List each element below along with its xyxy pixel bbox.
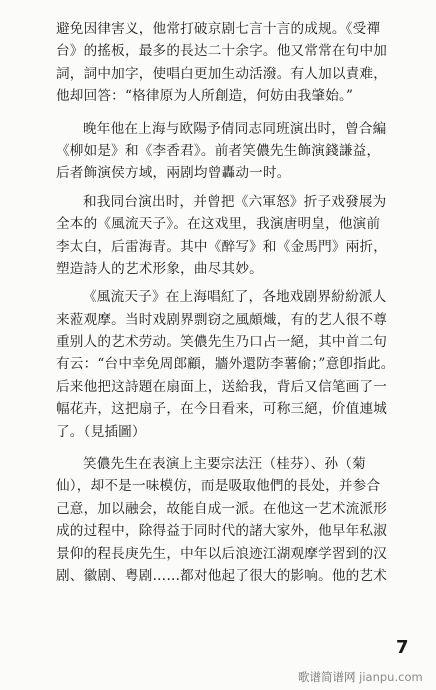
body-text: [56, 18, 418, 587]
text-line: 幅花卉，这把扇子，在今日看来，可称三絕，价值連城: [56, 401, 388, 418]
text-line: 了。（見插圖）: [56, 423, 146, 440]
page-number: 7: [396, 637, 409, 658]
text-line: 李太白，后雷海青。其中《醉写》和《金馬門》兩折，: [56, 238, 388, 255]
text-line: 他却回答：“格律原为人所創造，何妨由我肇始。”: [56, 88, 354, 105]
text-line: 有云：“台中幸免周郎顧，牆外還防李薯偷；”意卽指此。: [56, 356, 395, 373]
watermark: [298, 669, 423, 685]
text-line: 后者飾演侯方域，兩剧均曾轟动一时。: [56, 165, 291, 182]
text-line: 《柳如是》和《李香君》。前者笑儂先生飾演錢謙益，: [56, 142, 381, 159]
text-line: 来蒞观摩。当时戏剧界剽窃之風頗熾，有的艺人很不尊: [56, 311, 388, 328]
text-line: 笑儂先生在表演上主要宗法汪（桂芬）、孙（菊: [83, 456, 366, 473]
text-line: 詞，詞中加字，使唱白更加生动活潑。有人加以責难，: [56, 65, 388, 82]
text-line: 剧、徽剧、粤剧……都对他起了很大的影响。他的艺术: [56, 567, 388, 584]
text-line: 后来他把这詩題在扇面上，送給我，背后又信笔画了一: [56, 378, 388, 395]
text-line: 全本的《風流天子》。在这戏里，我演唐明皇，他演前: [56, 216, 381, 233]
watermark-site-name: 歌谱简谱网: [298, 670, 356, 684]
text-line: 成的过程中，除得益于同时代的諸大家外，他早年私淑: [56, 523, 388, 540]
text-line: 避免因律害义，他常打破京剧七言十言的成规。《受禪: [56, 21, 381, 37]
text-line: 和我同台演出时，并曾把《六軍怒》折子戏發展为: [83, 193, 387, 210]
text-line: 己意，加以融会，故能自成一派。在他这一艺术流派形: [56, 500, 388, 517]
text-line: 台》的搖板，最多的長达二十余字。他又常常在句中加: [56, 43, 388, 60]
text-line: 《風流天子》在上海唱紅了，各地戏剧界紛紛派人: [83, 289, 387, 306]
text-line: 景仰的程長庚先生，中年以后浪迹江湖观摩学習到的汉: [56, 545, 388, 562]
watermark-url: jianpu.com: [359, 670, 423, 684]
text-line: 晚年他在上海与欧陽予倩同志同班演出时，曾合編: [83, 120, 387, 137]
text-line: 重别人的艺术劳动。笑儂先生乃口占一絕，其中首二句: [56, 334, 388, 351]
text-line: 塑造詩人的艺术形象，曲尽其妙。: [56, 260, 263, 277]
text-line: 仙），却不是一味模仿，而是吸取他們的長处，并参合: [56, 478, 381, 495]
